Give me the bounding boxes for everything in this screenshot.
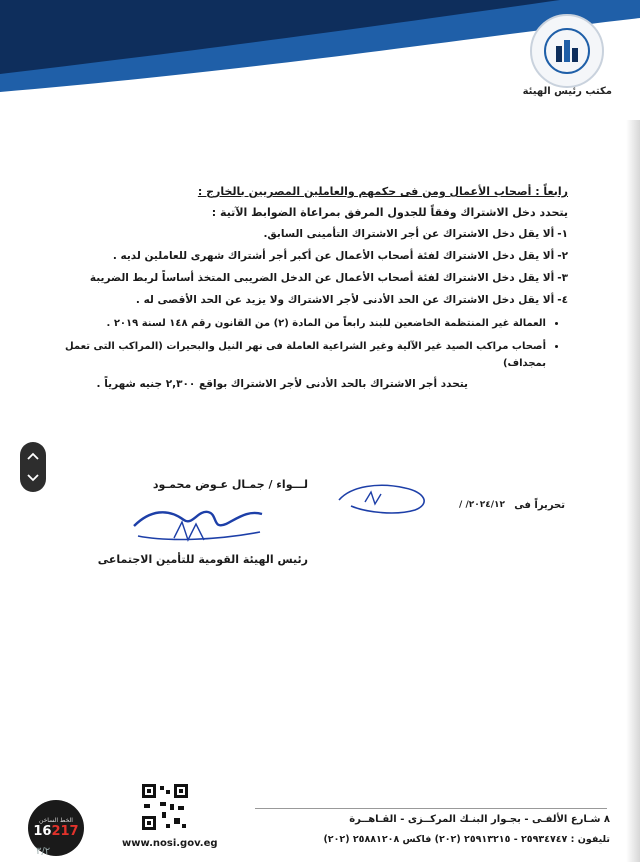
chevron-down-icon	[27, 474, 39, 482]
signatory-title: رئيس الهيئة القومية للتأمين الاجتماعى	[97, 553, 308, 566]
logo-caption: مكتب رئيس الهيئة	[522, 86, 612, 97]
rule-item: ٣-ألا يقل دخل الاشتراك لفئة أصحاب الأعمال عن الدخل الضريبى المتخذ أساساً لربط الضريبة	[89, 272, 568, 284]
rule-item: ٤-ألا يقل دخل الاشتراك عن الحد الأدنى لأجر الاشتراك ولا يزيد عن الحد الأقصى له .	[135, 294, 568, 306]
section-title: رابعاً : أصحاب الأعمال ومن فى حكمهم والعاملين المصريين بالخارج :	[197, 185, 568, 198]
page-edge-shadow	[626, 120, 640, 862]
chevron-up-icon	[27, 452, 39, 460]
scroll-down-button[interactable]	[23, 469, 43, 487]
date-block	[335, 480, 565, 520]
qr-code-icon	[140, 782, 190, 832]
page-scroll-control	[20, 442, 46, 492]
signatory-name: لـــواء / جمـال عـوض محمـود	[152, 478, 308, 491]
handwritten-signature	[128, 496, 268, 548]
exceptions-list	[40, 315, 568, 372]
page-number: ٣/٢	[36, 846, 51, 857]
exception-item: • العمالة غير المنتظمة الخاضعين للبند رابعاً من المادة (٢) من القانون رقم ١٤٨ لسنة ٢٠١٩ .	[40, 315, 546, 332]
scroll-up-button[interactable]	[23, 447, 43, 465]
date-label: تحريراً فى	[514, 500, 565, 511]
hotline-label: الخط الساخن	[39, 817, 73, 824]
footer-phones: تليفون : ٢٥٩٣٤٧٤٧ - ٢٥٩١٣٢١٥ (٢٠٢) فاكس ٢٥٨٨١٢٠٨ (٢٠٢)	[323, 834, 610, 845]
final-statement: يتحدد أجر الاشتراك بالحد الأدنى لأجر الاشتراك بواقع ٢,٣٠٠ جنيه شهرياً .	[96, 378, 468, 390]
initials-scribble	[335, 480, 445, 520]
nosi-logo	[530, 14, 604, 88]
rule-item: ١-ألا يقل دخل الاشتراك عن أجر الاشتراك التأمينى السابق.	[263, 228, 568, 240]
footer-address: ٨ شـارع الألفـى - بجـوار البنـك المركــزى - القـاهــرة	[349, 814, 610, 825]
exception-item: • أصحاب مراكب الصيد غير الآلية وغير الشراعية العاملة فى نهر النيل والبحيرات (المراكب التى تعمل بمجداف)	[40, 338, 546, 372]
footer-divider	[255, 808, 607, 809]
rule-item: ٢-ألا يقل دخل الاشتراك لفئة أصحاب الأعمال عن أكبر أجر أشتراك شهرى للعاملين لديه .	[112, 250, 568, 262]
rules-list	[40, 227, 568, 307]
signature-block	[68, 478, 308, 566]
date-value: ٢٠٢٤/١٢/ /	[459, 500, 505, 510]
website-link[interactable]: www.nosi.gov.eg	[122, 838, 218, 849]
document-body	[40, 185, 568, 390]
nosi-emblem-icon	[542, 26, 592, 76]
hotline-number: 16217	[33, 824, 79, 839]
section-intro: يتحدد دخل الاشتراك وفقاً للجدول المرفق بمراعاة الضوابط الآتية :	[211, 206, 568, 219]
